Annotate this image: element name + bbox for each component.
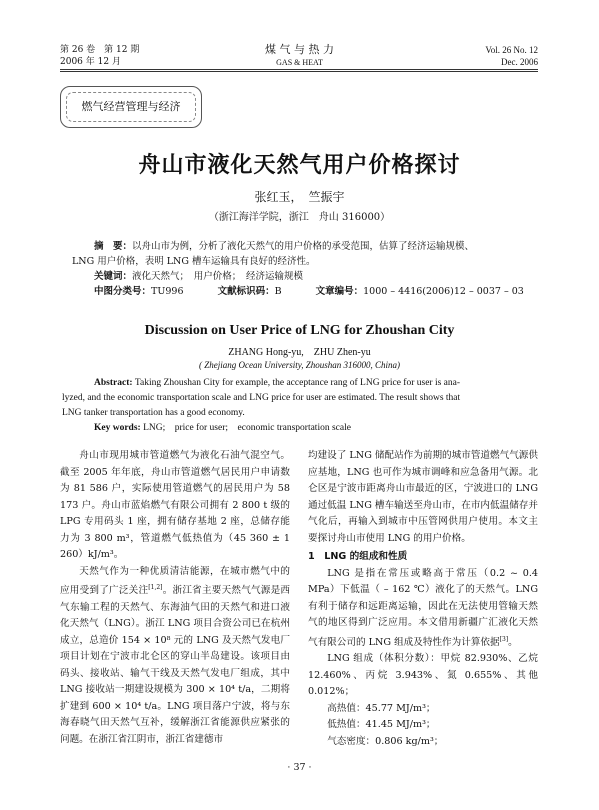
keywords-en: LNG; price for user; economic transportation scale (143, 423, 351, 433)
right-column (308, 448, 538, 750)
header-rule (60, 69, 538, 70)
page-title: 舟山市液化天然气用户价格探讨 (138, 153, 461, 178)
affiliation-cn: （浙江海洋学院，浙江 舟山 316000） (208, 212, 391, 223)
gas-density: 气态密度：0.806 kg/m³； (327, 735, 444, 747)
low-heat-value: 低热值：41.45 MJ/m³； (327, 719, 436, 731)
english-affiliation: ( Zhejiang Ocean University, Zhoushan 316000, China) (199, 360, 400, 370)
high-heat-value: 高热值：45.77 MJ/m³； (327, 702, 436, 714)
right-paragraph-3: LNG 组成（体积分数）：甲烷 82.930%、乙烷 12.460%、丙烷 3.943%、氮 0.655%、其他 0.012%； (308, 653, 538, 698)
left-column (60, 448, 290, 748)
left-paragraph-1: 舟山市现用城市管道燃气为液化石油气混空气。截至 2005 年年底，舟山市管道燃气居民用户申请数为 81 586 户，实际使用管道燃气的居民用户为 58 173 户。舟山市蓝焰燃气有限公司拥有 2 800 t 级的 LPG 专用码头 1 座，拥有储存基地 2 座，总储存能力为 3 800 m³，管道燃气低热值为（45 360 ± 1 260）kJ/m³。 (60, 450, 290, 560)
right-paragraph-2: LNG 是指在常压或略高于常压（0.2 ~ 0.4 MPa）下低温（ – 162 ℃）液化了的天然气。LNG 有利于储存和远距离运输，因此在无法使用管输天然气的地区得到广泛应用。本文借用新疆广汇液化天然气有限公司的 LNG 组成及特性作为计算依据[3]。 (308, 567, 538, 648)
page-number: · 37 · (287, 762, 312, 773)
header-rule-thin (60, 71, 538, 72)
section-tag: 燃气经营管理与经济 (60, 86, 202, 128)
header-journal: 煤 气 与 热 力 GAS & HEAT (265, 43, 334, 67)
english-abstract: Abstract: Taking Zhoushan City for example, the acceptance rang of LNG price for user is ana- lyzed, and the economic transportation scale and LNG price for user are estimated. The result shows that LNG tanker transportation has a good economy. Key words: LNG; price for user; economic transportation scale (62, 378, 461, 433)
right-paragraph-1: 均建设了 LNG 储配站作为前期的城市管道燃气气源供应基地，LNG 也可作为城市调峰和应急备用气源。北仑区是宁波市距离舟山市最近的区，宁波进口的 LNG 通过低温 LNG 槽车输送至舟山市，在市内低温储存并气化后，再输入到城市中压管网供用户使用。本文主要探讨舟山市使用 LNG 的用户价格。 (308, 450, 538, 544)
header-vol-en: Vol. 26 No. 12 Dec. 2006 (485, 45, 538, 67)
english-authors: ZHANG Hong-yu, ZHU Zhen-yu (228, 347, 371, 358)
abstract-label: 摘 要： (94, 241, 133, 252)
english-title: Discussion on User Price of LNG for Zhoushan City (144, 323, 455, 338)
left-paragraph-2: 天然气作为一种优质清洁能源，在城市燃气中的应用受到了广泛关注[1,2]。浙江省主要天然气气源是西气东输工程的天然气、东海油气田的天然气和进口液化天然气（LNG）。浙江 LNG 项目合资公司已在杭州成立，总造价 154 × 10⁸ 元的 LNG 及天然气发电厂项目计划在宁波市北仑区的穿山半岛建设。该项目由码头、接收站、输气干线及天然气发电厂组成，其中 LNG 接收站一期建设规模为 300 × 10⁴ t/a，二期将扩建到 600 × 10⁴ t/a。LNG 项目落户宁波，将与东海春晓气田天然气互补，缓解浙江省能源供应紧张的问题。在浙江省江阴市，浙江省建德市 (60, 565, 291, 745)
abstract-cn: 摘 要：以舟山市为例，分析了液化天然气的用户价格的承受范围，估算了经济运输规模、 LNG 用户价格，表明 LNG 槽车运输具有良好的经济性。 关键词：液化天然气； 用户价格； 经济运输规模 中图分类号：TU996 文献标识码：B 文章编号：1000 – 4416(2006)12 – 0037 – 03 (72, 241, 524, 297)
authors-cn: 张红玉， 竺振宇 (254, 190, 345, 204)
section-heading: 1 LNG 的组成和性质 (308, 551, 408, 562)
header-volume: 第 26 卷 第 12 期 2006 年 12 月 (60, 45, 140, 67)
keywords-cn: 液化天然气； 用户价格； 经济运输规模 (132, 271, 304, 282)
